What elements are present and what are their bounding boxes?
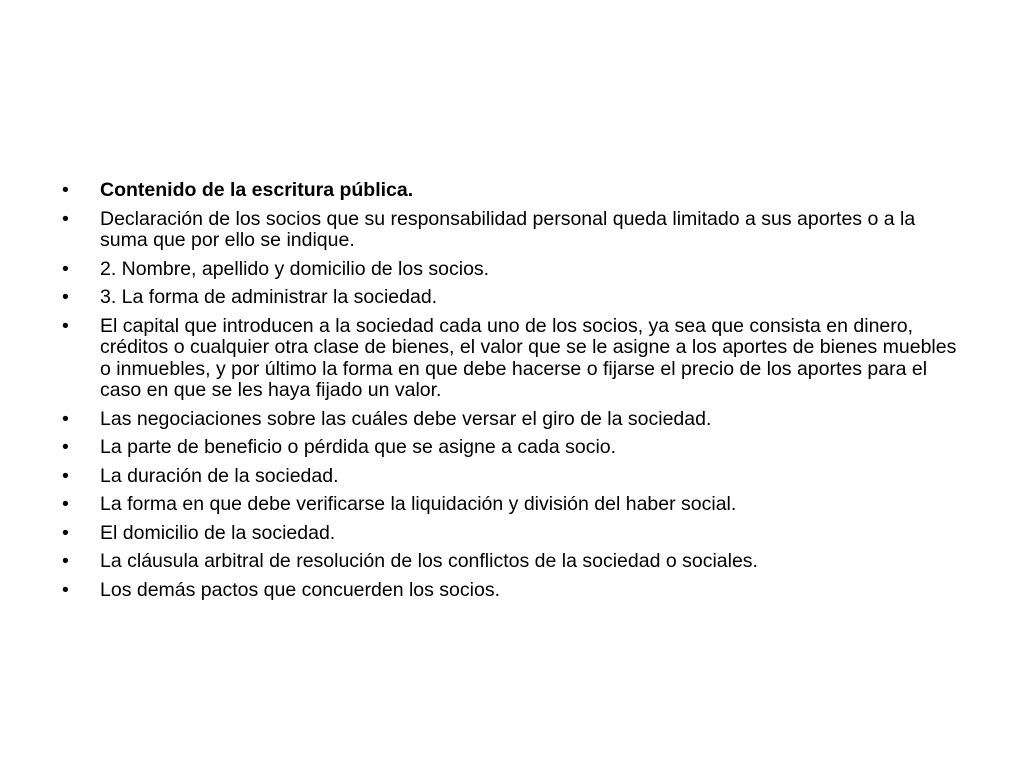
bullet-item <box>62 409 967 431</box>
bullet-text: El domicilio de la sociedad. <box>100 521 336 544</box>
bullet-item <box>62 259 967 281</box>
bullet-dot-icon: • <box>62 436 69 458</box>
bullet-item <box>62 523 967 545</box>
bullet-dot-icon: • <box>62 314 69 337</box>
bullet-dot-icon: • <box>62 257 69 280</box>
bullet-item <box>62 494 967 516</box>
bullet-item <box>62 287 967 309</box>
bullet-text: Declaración de los socios que su responsabilidad personal queda limitado a sus aportes o a la suma que por ello se indique. <box>100 207 916 251</box>
bullet-item <box>62 580 967 602</box>
bullet-item <box>62 316 967 402</box>
bullet-dot-icon: • <box>62 550 69 572</box>
bullet-text: 3. La forma de administrar la sociedad. <box>100 286 438 308</box>
bullet-dot-icon: • <box>62 407 69 430</box>
bullet-dot-icon: • <box>62 578 69 601</box>
bullet-text: 2. Nombre, apellido y domicilio de los socios. <box>100 257 490 280</box>
bullet-item <box>62 209 967 252</box>
bullet-dot-icon: • <box>62 493 69 515</box>
bullet-text: El capital que introducen a la sociedad cada uno de los socios, ya sea que consista en dinero, créditos o cualquier otra clase de bienes, el valor que se le asigne a los aportes de bienes muebles o inmuebles, y por último la forma en que debe hacerse o fijarse el precio de los aportes para el caso en que se les haya fijado un valor. <box>100 314 957 401</box>
bullet-item-heading <box>62 180 967 202</box>
bullet-dot-icon: • <box>62 179 69 201</box>
bullet-item <box>62 437 967 459</box>
bullet-dot-icon: • <box>62 286 69 308</box>
bullet-text: Las negociaciones sobre las cuáles debe versar el giro de la sociedad. <box>100 407 712 430</box>
bullet-text: La cláusula arbitral de resolución de los conflictos de la sociedad o sociales. <box>100 550 758 572</box>
bullet-dot-icon: • <box>62 207 69 230</box>
bullet-item <box>62 466 967 488</box>
bullet-list <box>62 180 967 608</box>
bullet-text: Contenido de la escritura pública. <box>100 179 414 201</box>
bullet-text: La forma en que debe verificarse la liquidación y división del haber social. <box>100 493 737 515</box>
bullet-text: La parte de beneficio o pérdida que se asigne a cada socio. <box>100 436 617 458</box>
bullet-dot-icon: • <box>62 521 69 544</box>
bullet-text: Los demás pactos que concuerden los socios. <box>100 578 500 601</box>
bullet-item <box>62 551 967 573</box>
bullet-text: La duración de la sociedad. <box>100 464 339 487</box>
bullet-dot-icon: • <box>62 464 69 487</box>
